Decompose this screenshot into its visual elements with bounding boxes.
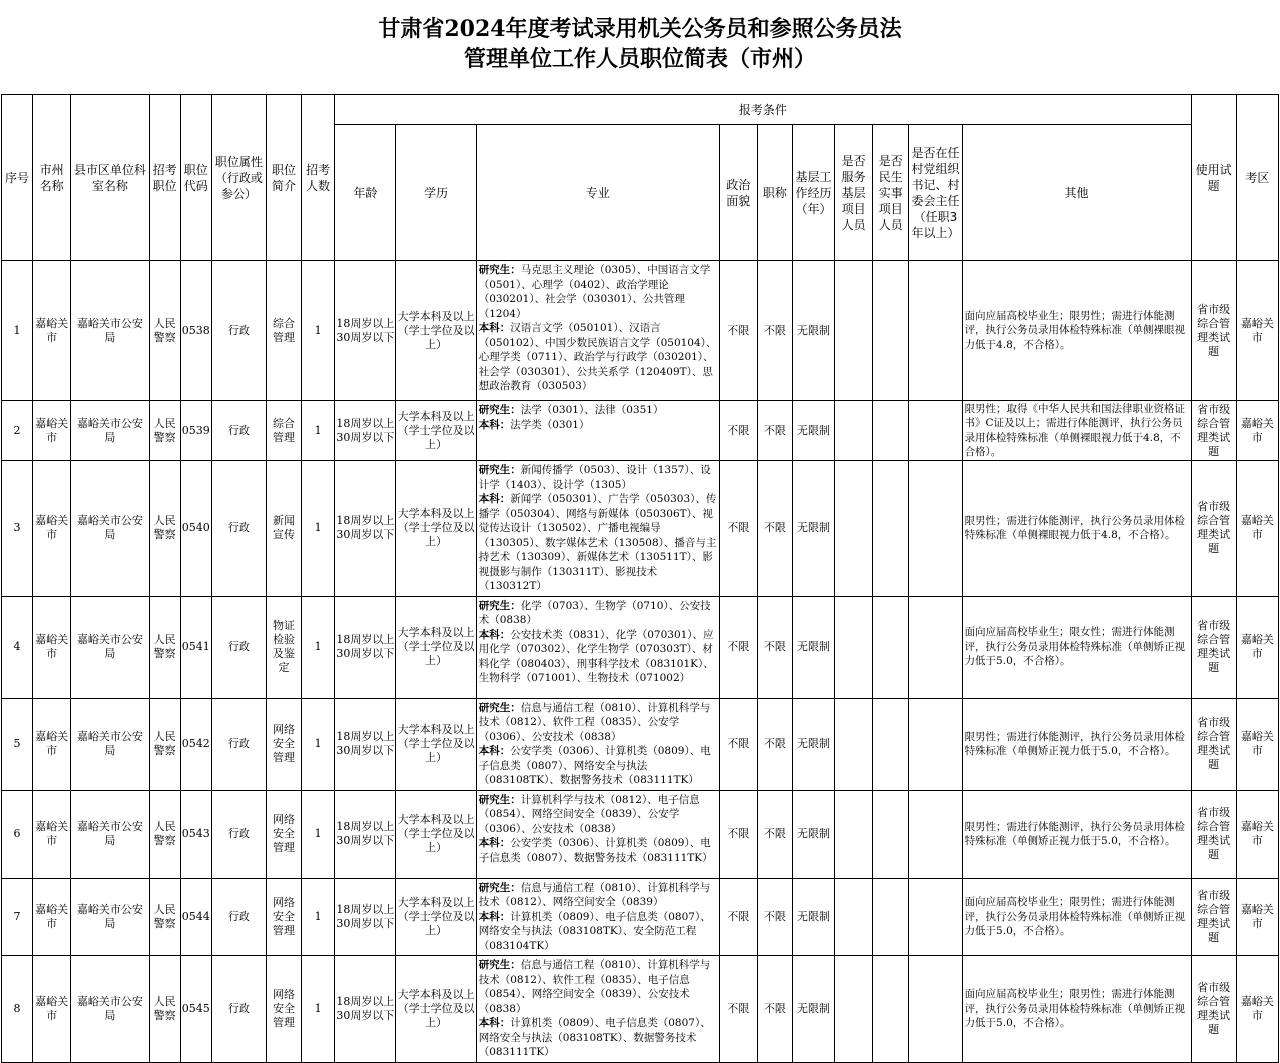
label-grad: 研究生： — [478, 881, 521, 894]
cell-code: 0538 — [180, 261, 211, 401]
header-major: 专业 — [476, 125, 719, 261]
cell-edu: 大学本科及以上（学士学位及以上） — [396, 461, 476, 597]
ug-majors: 新闻学（050301）、广告学（050303）、传播学（050304）、网络与新媒体（050306T）、视觉传达设计（130502）、广播电视编导（130305）、数字媒体艺术（130508）、播音与主持艺术（130309）、新媒体艺术（130511T）、影视摄影与制作（130311T）、影视技术（130312T） — [478, 493, 717, 592]
cell-grassroots: 无限制 — [792, 878, 834, 956]
cell-position: 人民警察 — [149, 596, 180, 698]
cell-service — [835, 401, 873, 461]
cell-service — [835, 596, 873, 698]
cell-attr: 行政 — [211, 790, 266, 878]
cell-edu: 大学本科及以上（学士学位及以上） — [396, 261, 476, 401]
cell-num: 1 — [302, 790, 335, 878]
header-area: 考区 — [1236, 95, 1278, 261]
cell-village — [909, 698, 962, 790]
cell-code: 0544 — [180, 878, 211, 956]
label-grad: 研究生： — [478, 464, 521, 476]
cell-area: 嘉峪关市 — [1236, 878, 1278, 956]
cell-village — [909, 596, 962, 698]
cell-exam: 省市级综合管理类试题 — [1191, 878, 1236, 956]
cell-intro: 网络安全管理 — [266, 698, 301, 790]
cell-grassroots: 无限制 — [792, 401, 834, 461]
positions-table — [1, 94, 1279, 1063]
header-exam: 使用试题 — [1191, 95, 1236, 261]
cell-position: 人民警察 — [149, 401, 180, 461]
cell-position: 人民警察 — [149, 261, 180, 401]
cell-service — [835, 956, 873, 1063]
cell-age: 18周岁以上30周岁以下 — [335, 698, 396, 790]
cell-code: 0540 — [180, 461, 211, 597]
grad-majors: 马克思主义理论（0305）、中国语言文学（0501）、心理学（0402）、政治学理论（030201）、社会学（030301）、公共管理（1204） — [478, 264, 711, 320]
cell-civil — [873, 878, 909, 956]
cell-city: 嘉峪关市 — [33, 878, 71, 956]
grad-majors: 法学（0301）、法律（0351） — [520, 404, 664, 416]
label-ug: 本科： — [478, 493, 511, 505]
header-intro: 职位简介 — [266, 95, 301, 261]
label-grad: 研究生： — [478, 599, 521, 612]
grad-majors: 信息与通信工程（0810）、计算机科学与技术（0812）、软件工程（0835）、电子信息（0854）、网络空间安全（0839）、公安技术（0838） — [478, 959, 711, 1015]
header-other: 其他 — [962, 125, 1191, 261]
cell-other: 面向应届高校毕业生；限男性；需进行体能测评，执行公务员录用体检特殊标准（单侧矫正视力低于5.0，不合格）。 — [962, 878, 1191, 956]
table-row — [2, 596, 1279, 698]
cell-position: 人民警察 — [149, 956, 180, 1063]
cell-seq: 3 — [2, 461, 33, 597]
header-title: 职称 — [757, 125, 792, 261]
label-grad: 研究生： — [478, 701, 521, 714]
cell-grassroots: 无限制 — [792, 261, 834, 401]
title-line-1: 甘肃省2024年度考试录用机关公务员和参照公务员法 — [378, 16, 902, 42]
cell-attr: 行政 — [211, 461, 266, 597]
label-ug: 本科： — [478, 837, 511, 849]
cell-edu: 大学本科及以上（学士学位及以上） — [396, 956, 476, 1063]
cell-num: 1 — [302, 261, 335, 401]
header-conditions: 报考条件 — [335, 95, 1191, 125]
cell-age: 18周岁以上30周岁以下 — [335, 261, 396, 401]
cell-position: 人民警察 — [149, 698, 180, 790]
cell-city: 嘉峪关市 — [33, 596, 71, 698]
cell-title: 不限 — [757, 596, 792, 698]
cell-seq: 4 — [2, 596, 33, 698]
cell-num: 1 — [302, 596, 335, 698]
cell-seq: 6 — [2, 790, 33, 878]
ug-majors: 法学类（0301） — [510, 418, 590, 431]
cell-major — [476, 261, 719, 401]
cell-attr: 行政 — [211, 698, 266, 790]
cell-grassroots: 无限制 — [792, 790, 834, 878]
cell-position: 人民警察 — [149, 461, 180, 597]
cell-major — [476, 698, 719, 790]
cell-seq: 8 — [2, 956, 33, 1063]
cell-grassroots: 无限制 — [792, 698, 834, 790]
ug-majors: 公安学类（0306）、计算机类（0809）、电子信息类（0807）、网络安全与执法（083108TK）、数据警务技术（083111TK） — [478, 745, 711, 786]
ug-majors: 公安技术类（0831）、化学（070301）、应用化学（070302）、化学生物学（070303T）、材料化学（080403）、刑事科学技术（083101K）、生物科学（071001）、生物技术（071002） — [478, 628, 714, 684]
cell-major — [476, 401, 719, 461]
cell-num: 1 — [302, 461, 335, 597]
cell-attr: 行政 — [211, 596, 266, 698]
cell-civil — [873, 596, 909, 698]
label-ug: 本科： — [478, 1017, 511, 1029]
cell-exam: 省市级综合管理类试题 — [1191, 956, 1236, 1063]
cell-major — [476, 596, 719, 698]
label-ug: 本科： — [478, 322, 511, 334]
header-edu: 学历 — [396, 125, 476, 261]
ug-majors: 汉语言文学（050101）、汉语言（050102）、中国少数民族语言文学（050104）、心理学类（0711）、政治学与行政学（030201）、社会学（030301）、公共关系学（120409T）、思想政治教育（030503） — [478, 322, 717, 392]
header-civil: 是否民生实事项目人员 — [873, 125, 909, 261]
table-row — [2, 461, 1279, 597]
cell-num: 1 — [302, 401, 335, 461]
cell-political: 不限 — [719, 461, 757, 597]
cell-political: 不限 — [719, 698, 757, 790]
cell-exam: 省市级综合管理类试题 — [1191, 401, 1236, 461]
cell-edu: 大学本科及以上（学士学位及以上） — [396, 790, 476, 878]
title-line-2: 管理单位工作人员职位简表（市州） — [463, 46, 816, 72]
cell-unit: 嘉峪关市公安局 — [71, 790, 149, 878]
cell-civil — [873, 956, 909, 1063]
cell-edu: 大学本科及以上（学士学位及以上） — [396, 878, 476, 956]
cell-service — [835, 698, 873, 790]
header-unit: 县市区单位科室名称 — [71, 95, 149, 261]
table-row — [2, 790, 1279, 878]
header-seq: 序号 — [2, 95, 33, 261]
cell-unit: 嘉峪关市公安局 — [71, 401, 149, 461]
cell-intro: 综合管理 — [266, 401, 301, 461]
cell-area: 嘉峪关市 — [1236, 261, 1278, 401]
cell-civil — [873, 461, 909, 597]
cell-service — [835, 790, 873, 878]
cell-attr: 行政 — [211, 261, 266, 401]
cell-city: 嘉峪关市 — [33, 790, 71, 878]
grad-majors: 化学（0703）、生物学（0710）、公安技术（0838） — [478, 599, 711, 626]
cell-intro: 综合管理 — [266, 261, 301, 401]
cell-political: 不限 — [719, 596, 757, 698]
cell-seq: 5 — [2, 698, 33, 790]
cell-service — [835, 261, 873, 401]
header-code: 职位代码 — [180, 95, 211, 261]
cell-civil — [873, 790, 909, 878]
cell-area: 嘉峪关市 — [1236, 461, 1278, 597]
cell-area: 嘉峪关市 — [1236, 790, 1278, 878]
cell-city: 嘉峪关市 — [33, 401, 71, 461]
cell-other: 面向应届高校毕业生；限女性；需进行体能测评，执行公务员录用体检特殊标准（单侧矫正视力低于5.0，不合格）。 — [962, 596, 1191, 698]
cell-political: 不限 — [719, 878, 757, 956]
cell-other: 限男性；需进行体能测评，执行公务员录用体检特殊标准（单侧矫正视力低于5.0，不合格）。 — [962, 698, 1191, 790]
cell-city: 嘉峪关市 — [33, 956, 71, 1063]
cell-attr: 行政 — [211, 956, 266, 1063]
cell-title: 不限 — [757, 261, 792, 401]
cell-area: 嘉峪关市 — [1236, 401, 1278, 461]
cell-age: 18周岁以上30周岁以下 — [335, 878, 396, 956]
cell-intro: 物证检验及鉴定 — [266, 596, 301, 698]
cell-edu: 大学本科及以上（学士学位及以上） — [396, 698, 476, 790]
cell-edu: 大学本科及以上（学士学位及以上） — [396, 401, 476, 461]
header-service: 是否服务基层项目人员 — [835, 125, 873, 261]
cell-exam: 省市级综合管理类试题 — [1191, 698, 1236, 790]
cell-city: 嘉峪关市 — [33, 461, 71, 597]
cell-village — [909, 461, 962, 597]
label-grad: 研究生： — [478, 959, 521, 971]
cell-village — [909, 956, 962, 1063]
document-title — [0, 0, 1280, 94]
cell-code: 0541 — [180, 596, 211, 698]
grad-majors: 计算机科学与技术（0812）、电子信息（0854）、网络空间安全（0839）、公安学（0306）、公安技术（0838） — [478, 793, 700, 835]
cell-num: 1 — [302, 878, 335, 956]
cell-village — [909, 401, 962, 461]
cell-other: 限男性；需进行体能测评，执行公务员录用体检特殊标准（单侧裸眼视力低于4.8，不合格）。 — [962, 461, 1191, 597]
cell-village — [909, 790, 962, 878]
cell-age: 18周岁以上30周岁以下 — [335, 956, 396, 1063]
cell-age: 18周岁以上30周岁以下 — [335, 461, 396, 597]
cell-seq: 1 — [2, 261, 33, 401]
cell-position: 人民警察 — [149, 878, 180, 956]
cell-unit: 嘉峪关市公安局 — [71, 461, 149, 597]
cell-title: 不限 — [757, 878, 792, 956]
cell-code: 0543 — [180, 790, 211, 878]
label-grad: 研究生： — [478, 404, 521, 416]
cell-unit: 嘉峪关市公安局 — [71, 261, 149, 401]
table-body — [2, 261, 1279, 1063]
table-row — [2, 878, 1279, 956]
header-political: 政治面貌 — [719, 125, 757, 261]
cell-code: 0545 — [180, 956, 211, 1063]
cell-intro: 新闻宣传 — [266, 461, 301, 597]
header-village: 是否在任村党组织书记、村委会主任（任职3年以上） — [909, 125, 962, 261]
cell-other: 面向应届高校毕业生；限男性；需进行体能测评，执行公务员录用体检特殊标准（单侧裸眼视力低于4.8，不合格）。 — [962, 261, 1191, 401]
grad-majors: 新闻传播学（0503）、设计（1357）、设计学（1403）、设计学（1305） — [478, 464, 711, 491]
header-num: 招考人数 — [302, 95, 335, 261]
cell-city: 嘉峪关市 — [33, 261, 71, 401]
label-grad: 研究生： — [478, 264, 521, 276]
cell-major — [476, 461, 719, 597]
cell-political: 不限 — [719, 790, 757, 878]
cell-intro: 网络安全管理 — [266, 790, 301, 878]
cell-area: 嘉峪关市 — [1236, 596, 1278, 698]
cell-major — [476, 790, 719, 878]
cell-title: 不限 — [757, 401, 792, 461]
cell-village — [909, 878, 962, 956]
cell-other: 限男性；需进行体能测评，执行公务员录用体检特殊标准（单侧矫正视力低于5.0，不合格）。 — [962, 790, 1191, 878]
cell-intro: 网络安全管理 — [266, 956, 301, 1063]
cell-unit: 嘉峪关市公安局 — [71, 878, 149, 956]
table-row — [2, 956, 1279, 1063]
cell-num: 1 — [302, 956, 335, 1063]
table-row — [2, 401, 1279, 461]
grad-majors: 信息与通信工程（0810）、计算机科学与技术（0812）、软件工程（0835）、公安学（0306）、公安技术（0838） — [478, 701, 711, 743]
cell-civil — [873, 698, 909, 790]
cell-area: 嘉峪关市 — [1236, 698, 1278, 790]
cell-political: 不限 — [719, 261, 757, 401]
cell-unit: 嘉峪关市公安局 — [71, 956, 149, 1063]
cell-unit: 嘉峪关市公安局 — [71, 596, 149, 698]
cell-seq: 2 — [2, 401, 33, 461]
grad-majors: 信息与通信工程（0810）、计算机科学与技术（0812）、网络空间安全（0839） — [478, 881, 711, 908]
label-ug: 本科： — [478, 910, 511, 923]
ug-majors: 计算机类（0809）、电子信息类（0807）、网络安全与执法（083108TK）、安全防范工程（083104TK） — [478, 910, 711, 952]
cell-area: 嘉峪关市 — [1236, 956, 1278, 1063]
label-ug: 本科： — [478, 418, 511, 431]
cell-village — [909, 261, 962, 401]
label-grad: 研究生： — [478, 793, 521, 806]
header-city: 市州名称 — [33, 95, 71, 261]
cell-unit: 嘉峪关市公安局 — [71, 698, 149, 790]
header-position: 招考职位 — [149, 95, 180, 261]
cell-position: 人民警察 — [149, 790, 180, 878]
cell-city: 嘉峪关市 — [33, 698, 71, 790]
cell-civil — [873, 401, 909, 461]
cell-code: 0539 — [180, 401, 211, 461]
label-ug: 本科： — [478, 745, 511, 757]
cell-civil — [873, 261, 909, 401]
cell-title: 不限 — [757, 956, 792, 1063]
table-row — [2, 261, 1279, 401]
cell-other: 限男性；取得《中华人民共和国法律职业资格证书》C证及以上；需进行体能测评，执行公务员录用体检特殊标准（单侧裸眼视力低于4.8，不合格）。 — [962, 401, 1191, 461]
cell-title: 不限 — [757, 790, 792, 878]
cell-attr: 行政 — [211, 401, 266, 461]
cell-grassroots: 无限制 — [792, 956, 834, 1063]
header-age: 年龄 — [335, 125, 396, 261]
label-ug: 本科： — [478, 628, 511, 641]
header-attr: 职位属性（行政或参公） — [211, 95, 266, 261]
header-grassroots: 基层工作经历（年） — [792, 125, 834, 261]
cell-title: 不限 — [757, 698, 792, 790]
cell-code: 0542 — [180, 698, 211, 790]
cell-major — [476, 956, 719, 1063]
ug-majors: 公安学类（0306）、计算机类（0809）、电子信息类（0807）、数据警务技术（083111TK） — [478, 837, 713, 864]
cell-exam: 省市级综合管理类试题 — [1191, 790, 1236, 878]
cell-exam: 省市级综合管理类试题 — [1191, 461, 1236, 597]
cell-service — [835, 461, 873, 597]
cell-age: 18周岁以上30周岁以下 — [335, 790, 396, 878]
cell-political: 不限 — [719, 401, 757, 461]
table-row — [2, 698, 1279, 790]
ug-majors: 计算机类（0809）、电子信息类（0807）、网络安全与执法（083108TK）、数据警务技术（083111TK） — [478, 1017, 711, 1058]
cell-service — [835, 878, 873, 956]
cell-intro: 网络安全管理 — [266, 878, 301, 956]
cell-attr: 行政 — [211, 878, 266, 956]
cell-grassroots: 无限制 — [792, 461, 834, 597]
cell-other: 面向应届高校毕业生；限男性；需进行体能测评，执行公务员录用体检特殊标准（单侧矫正视力低于5.0，不合格）。 — [962, 956, 1191, 1063]
cell-exam: 省市级综合管理类试题 — [1191, 596, 1236, 698]
cell-exam: 省市级综合管理类试题 — [1191, 261, 1236, 401]
cell-major — [476, 878, 719, 956]
cell-age: 18周岁以上30周岁以下 — [335, 596, 396, 698]
cell-age: 18周岁以上30周岁以下 — [335, 401, 396, 461]
cell-title: 不限 — [757, 461, 792, 597]
cell-grassroots: 无限制 — [792, 596, 834, 698]
cell-seq: 7 — [2, 878, 33, 956]
cell-political: 不限 — [719, 956, 757, 1063]
cell-edu: 大学本科及以上（学士学位及以上） — [396, 596, 476, 698]
cell-num: 1 — [302, 698, 335, 790]
